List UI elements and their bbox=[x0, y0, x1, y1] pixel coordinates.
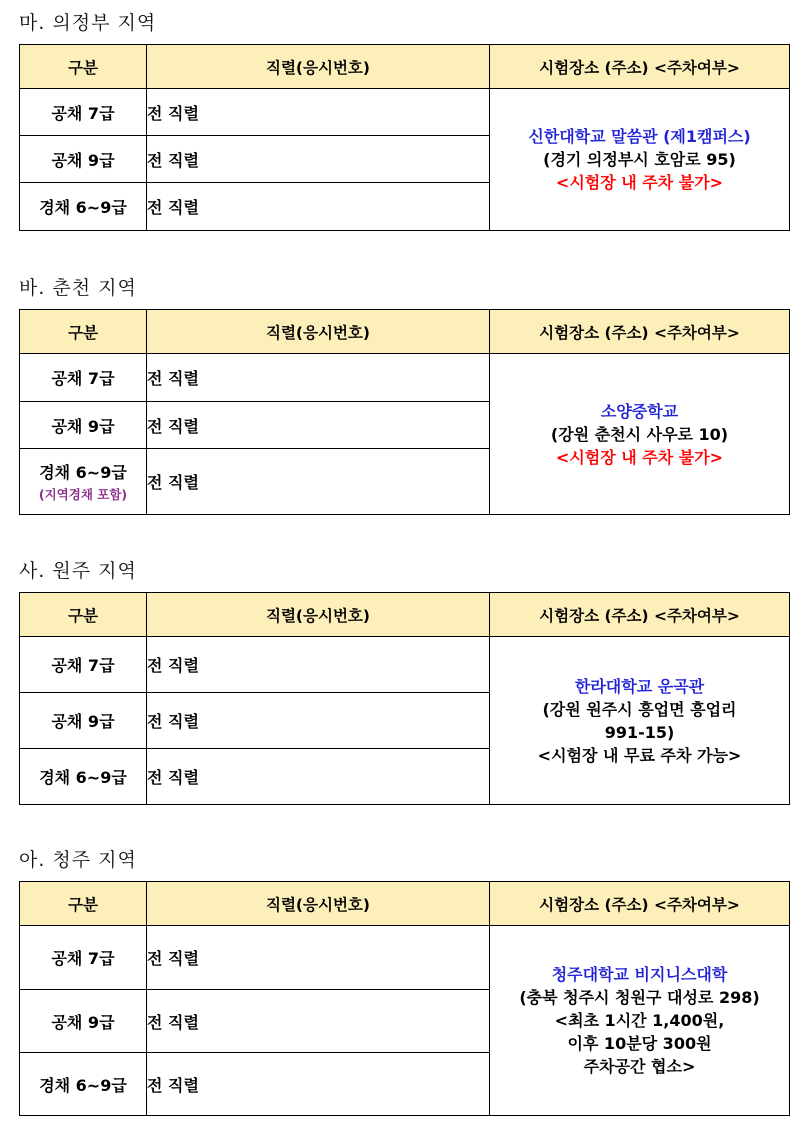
exam-venue-table bbox=[19, 44, 790, 231]
category-cell: 공채 7급 bbox=[20, 354, 147, 402]
exam-venue-table bbox=[19, 309, 790, 515]
header-position: 직렬(응시번호) bbox=[147, 882, 490, 926]
position-cell: 전 직렬 bbox=[147, 183, 490, 231]
venue-name: 한라대학교 운곡관 bbox=[574, 676, 705, 696]
parking-info: <시험장 내 주차 불가> bbox=[555, 173, 724, 192]
category-cell: 공채 7급 bbox=[20, 926, 147, 990]
header-venue: 시험장소 (주소) <주차여부> bbox=[490, 593, 790, 637]
venue-cell bbox=[490, 637, 790, 805]
position-cell: 전 직렬 bbox=[147, 1053, 490, 1116]
section-title: 사. 원주 지역 bbox=[19, 560, 137, 582]
position-cell: 전 직렬 bbox=[147, 990, 490, 1053]
category-cell: 공채 7급 bbox=[20, 637, 147, 693]
header-category: 구분 bbox=[20, 882, 147, 926]
venue-name: 청주대학교 비지니스대학 bbox=[551, 965, 728, 984]
category-note: (지역경채 포함) bbox=[38, 487, 128, 502]
category-cell: 공채 7급 bbox=[20, 89, 147, 136]
position-cell: 전 직렬 bbox=[147, 926, 490, 990]
exam-venue-table bbox=[19, 592, 790, 805]
header-venue: 시험장소 (주소) <주차여부> bbox=[490, 310, 790, 354]
table-row bbox=[20, 637, 790, 693]
section-title: 바. 춘천 지역 bbox=[19, 277, 137, 299]
category-cell: 공채 9급 bbox=[20, 693, 147, 749]
position-cell: 전 직렬 bbox=[147, 402, 490, 449]
category-cell: 공채 9급 bbox=[20, 136, 147, 183]
parking-info: 주차공간 협소> bbox=[583, 1057, 696, 1076]
category-cell: 경채 6~9급 bbox=[20, 749, 147, 805]
header-category: 구분 bbox=[20, 593, 147, 637]
position-cell: 전 직렬 bbox=[147, 637, 490, 693]
category-cell: 경채 6~9급 bbox=[20, 1053, 147, 1116]
venue-address: (강원 원주시 흥업면 흥업리 bbox=[542, 699, 737, 719]
table-header-row bbox=[20, 882, 790, 926]
exam-venue-table bbox=[19, 881, 790, 1116]
category-cell: 경채 6~9급 bbox=[20, 183, 147, 231]
venue-address: (충북 청주시 청원구 대성로 298) bbox=[519, 988, 760, 1007]
section-title: 아. 청주 지역 bbox=[19, 849, 137, 871]
position-cell: 전 직렬 bbox=[147, 89, 490, 136]
section-title: 마. 의정부 지역 bbox=[19, 12, 157, 34]
header-venue: 시험장소 (주소) <주차여부> bbox=[490, 882, 790, 926]
header-position: 직렬(응시번호) bbox=[147, 45, 490, 89]
position-cell: 전 직렬 bbox=[147, 749, 490, 805]
header-position: 직렬(응시번호) bbox=[147, 310, 490, 354]
header-venue: 시험장소 (주소) <주차여부> bbox=[490, 45, 790, 89]
position-cell: 전 직렬 bbox=[147, 354, 490, 402]
category-cell bbox=[20, 449, 147, 515]
position-cell: 전 직렬 bbox=[147, 449, 490, 515]
venue-cell bbox=[490, 926, 790, 1116]
parking-info: <시험장 내 무료 주차 가능> bbox=[537, 745, 742, 765]
header-category: 구분 bbox=[20, 45, 147, 89]
venue-address: (경기 의정부시 호암로 95) bbox=[543, 150, 736, 169]
venue-cell bbox=[490, 89, 790, 231]
position-cell: 전 직렬 bbox=[147, 693, 490, 749]
table-row bbox=[20, 926, 790, 990]
position-cell: 전 직렬 bbox=[147, 136, 490, 183]
venue-address: (강원 춘천시 사우로 10) bbox=[550, 424, 729, 444]
venue-name: 소양중학교 bbox=[600, 401, 679, 421]
parking-info: <시험장 내 주차 불가> bbox=[555, 447, 724, 467]
header-position: 직렬(응시번호) bbox=[147, 593, 490, 637]
header-category: 구분 bbox=[20, 310, 147, 354]
table-header-row bbox=[20, 593, 790, 637]
parking-info: <최초 1시간 1,400원, bbox=[554, 1011, 725, 1030]
table-row bbox=[20, 354, 790, 402]
table-row bbox=[20, 89, 790, 136]
table-header-row bbox=[20, 310, 790, 354]
category-cell: 공채 9급 bbox=[20, 990, 147, 1053]
parking-info: 이후 10분당 300원 bbox=[567, 1034, 712, 1053]
venue-name: 신한대학교 말씀관 (제1캠퍼스) bbox=[528, 127, 751, 146]
table-header-row bbox=[20, 45, 790, 89]
venue-cell bbox=[490, 354, 790, 515]
category-cell: 공채 9급 bbox=[20, 402, 147, 449]
venue-address: 991-15) bbox=[604, 722, 675, 742]
category-label: 경채 6~9급 bbox=[39, 463, 127, 482]
